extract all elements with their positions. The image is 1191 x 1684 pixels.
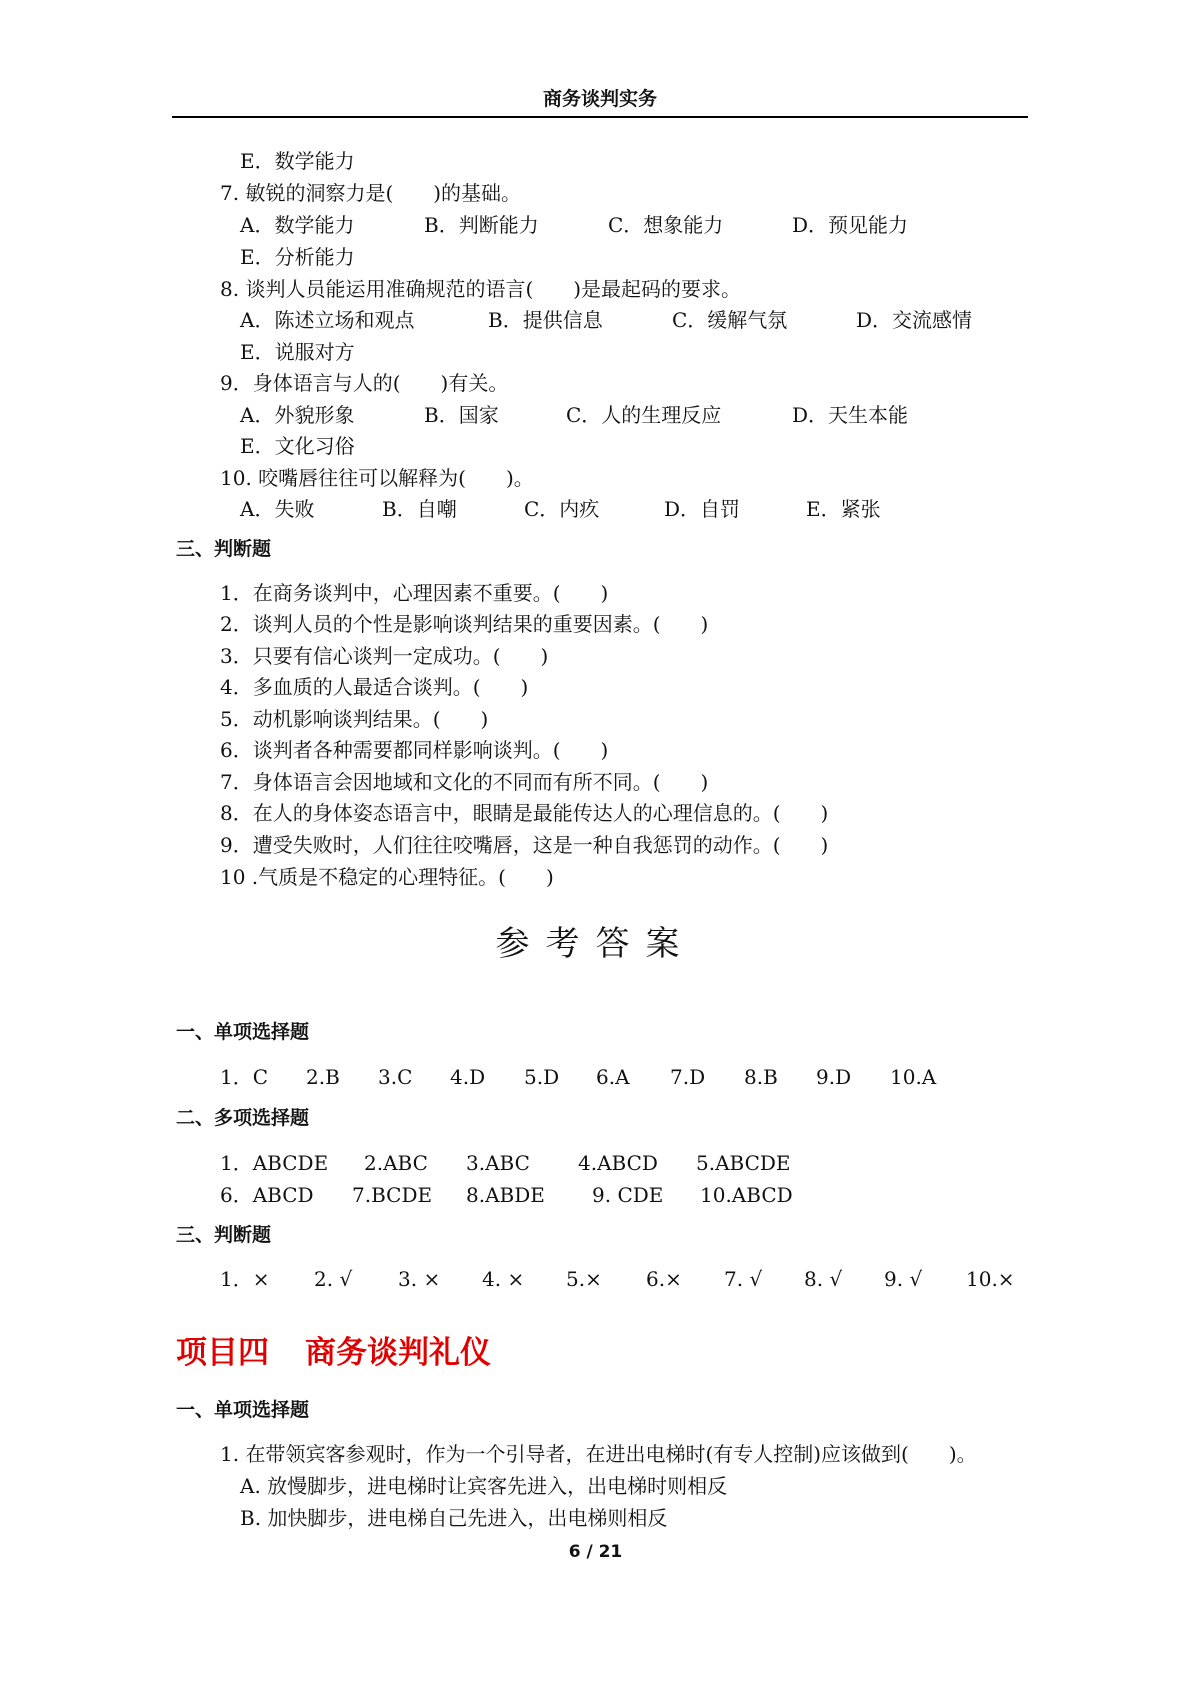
tf-item: 9．遭受失败时，人们往往咬嘴唇，这是一种自我惩罚的动作。( ) (220, 833, 829, 857)
q9-option-c: C．人的生理反应 (566, 403, 722, 427)
answers-multi-row-1 (0, 1150, 1191, 1176)
answer-item: 3. × (398, 1267, 441, 1291)
tf-item: 7．身体语言会因地域和文化的不同而有所不同。( ) (220, 770, 709, 794)
tf-item: 4．多血质的人最适合谈判。( ) (220, 675, 529, 699)
page-number: 6 / 21 (568, 1542, 623, 1562)
project-q1-option-b: B. 加快脚步，进电梯自己先进入，出电梯则相反 (240, 1506, 668, 1530)
answer-item: 6.× (646, 1267, 682, 1291)
tf-item: 8．在人的身体姿态语言中，眼睛是最能传达人的心理信息的。( ) (220, 801, 829, 825)
answer-item: 1．× (220, 1267, 270, 1291)
q7-option-b: B．判断能力 (424, 213, 539, 237)
answer-item: 8. √ (804, 1267, 843, 1291)
q9-stem: 9．身体语言与人的( )有关。 (220, 371, 509, 395)
answer-item: 8.ABDE (466, 1183, 545, 1207)
tf-section-heading: 三、判断题 (176, 538, 272, 560)
q8-option-c: C．缓解气氛 (672, 308, 788, 332)
answers-title: 参考答案 (495, 924, 696, 964)
answer-item: 5.D (524, 1065, 560, 1089)
answers-single-heading: 一、单项选择题 (176, 1021, 310, 1043)
answers-tf-heading: 三、判断题 (176, 1224, 272, 1246)
q9-options-row (0, 402, 1191, 428)
project-q1-option-a: A. 放慢脚步，进电梯时让宾客先进入，出电梯时则相反 (240, 1474, 728, 1498)
answers-multi-row-2 (0, 1182, 1191, 1208)
answer-item: 10.ABCD (700, 1183, 793, 1207)
answers-single-row (0, 1064, 1191, 1090)
q9-option-a: A．外貌形象 (240, 403, 355, 427)
answer-item: 8.B (744, 1065, 778, 1089)
q9-option-e: E．文化习俗 (240, 434, 355, 458)
q10-option-a: A．失败 (240, 497, 315, 521)
answer-item: 2. √ (314, 1267, 353, 1291)
answer-item: 4.ABCD (578, 1151, 658, 1175)
answer-item: 5.ABCDE (696, 1151, 791, 1175)
answer-item: 9.D (816, 1065, 852, 1089)
q7-option-d: D．预见能力 (792, 213, 909, 237)
project-name: 商务谈判礼仪 (305, 1335, 491, 1371)
answer-item: 3.C (378, 1065, 413, 1089)
answer-item: 3.ABC (466, 1151, 530, 1175)
answer-item: 6．ABCD (220, 1183, 314, 1207)
q8-option-d: D．交流感情 (856, 308, 973, 332)
tf-item: 1．在商务谈判中，心理因素不重要。( ) (220, 581, 609, 605)
project-q1-stem: 1. 在带领宾客参观时，作为一个引导者，在进出电梯时(有专人控制)应该做到( )。 (220, 1442, 977, 1466)
tf-item: 5．动机影响谈判结果。( ) (220, 707, 489, 731)
q8-option-b: B．提供信息 (488, 308, 603, 332)
q8-option-a: A．陈述立场和观点 (240, 308, 415, 332)
q10-stem: 10. 咬嘴唇往往可以解释为( )。 (220, 466, 534, 490)
answer-item: 5.× (566, 1267, 602, 1291)
q10-option-c: C．内疚 (524, 497, 600, 521)
answer-item: 2.B (306, 1065, 340, 1089)
answer-item: 4. × (482, 1267, 525, 1291)
answers-multi-heading: 二、多项选择题 (176, 1107, 310, 1129)
answer-item: 9. √ (884, 1267, 923, 1291)
answer-item: 4.D (450, 1065, 486, 1089)
tf-item: 10 .气质是不稳定的心理特征。( ) (220, 865, 554, 889)
q8-option-e: E．说服对方 (240, 340, 355, 364)
q8-options-row (0, 307, 1191, 333)
q10-option-d: D．自罚 (664, 497, 741, 521)
q9-option-d: D．天生本能 (792, 403, 909, 427)
running-header (172, 84, 1028, 118)
answer-item: 10.× (966, 1267, 1015, 1291)
tf-item: 6．谈判者各种需要都同样影响谈判。( ) (220, 738, 609, 762)
q10-option-b: B．自嘲 (382, 497, 457, 521)
tf-item: 3．只要有信心谈判一定成功。( ) (220, 644, 549, 668)
project-number: 项目四 (176, 1335, 269, 1371)
q10-option-e: E．紧张 (806, 497, 881, 521)
answer-item: 10.A (890, 1065, 937, 1089)
q6-option-e: E．数学能力 (240, 149, 355, 173)
answer-item: 2.ABC (364, 1151, 428, 1175)
q7-option-c: C．想象能力 (608, 213, 724, 237)
q7-option-e: E．分析能力 (240, 245, 355, 269)
q7-option-a: A．数学能力 (240, 213, 355, 237)
answer-item: 6.A (596, 1065, 630, 1089)
q7-options-row (0, 212, 1191, 238)
answers-tf-row (0, 1266, 1191, 1292)
header-title: 商务谈判实务 (542, 88, 657, 110)
q7-stem: 7. 敏锐的洞察力是( )的基础。 (220, 181, 522, 205)
answer-item: 7.BCDE (352, 1183, 433, 1207)
q9-option-b: B．国家 (424, 403, 499, 427)
q10-options-row (0, 496, 1191, 522)
answer-item: 7.D (670, 1065, 706, 1089)
tf-item: 2．谈判人员的个性是影响谈判结果的重要因素。( ) (220, 612, 709, 636)
answer-item: 7. √ (724, 1267, 763, 1291)
answer-item: 1．C (220, 1065, 269, 1089)
project-title (176, 1332, 491, 1374)
answer-item: 9. CDE (592, 1183, 664, 1207)
q8-stem: 8. 谈判人员能运用准确规范的语言( )是最起码的要求。 (220, 277, 742, 301)
project-section-heading: 一、单项选择题 (176, 1399, 310, 1421)
answer-item: 1．ABCDE (220, 1151, 329, 1175)
